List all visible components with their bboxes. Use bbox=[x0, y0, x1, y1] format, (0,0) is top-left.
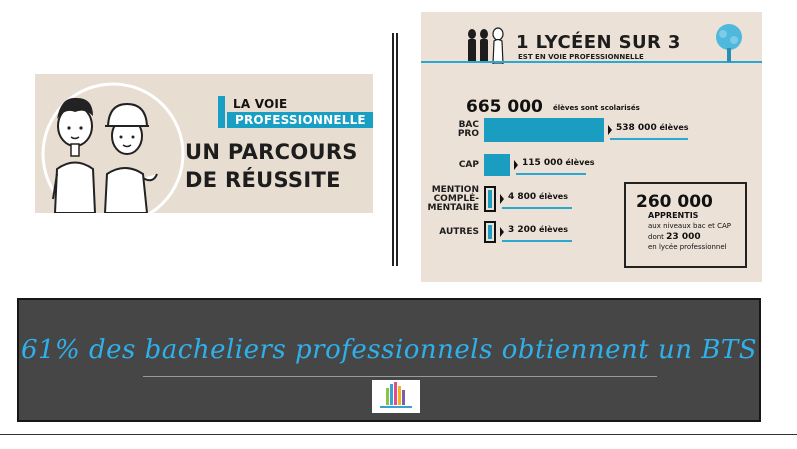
category-value-number: 3 200 bbox=[508, 225, 537, 235]
students-illustration bbox=[35, 74, 185, 213]
tree-icon bbox=[712, 22, 746, 64]
category-value-unit: élèves bbox=[656, 123, 689, 132]
category-label-line: MENTION bbox=[431, 185, 479, 195]
students-silhouette-icon bbox=[465, 26, 509, 64]
category-bar bbox=[484, 186, 496, 212]
category-value bbox=[522, 158, 595, 168]
tagline-panel bbox=[17, 298, 761, 422]
category-label-line: MENTAIRE bbox=[427, 203, 479, 213]
vertical-divider bbox=[396, 33, 398, 266]
category-value-number: 538 000 bbox=[616, 123, 657, 133]
category-label-line: PRO bbox=[457, 129, 479, 139]
school-logo bbox=[372, 380, 420, 413]
infographic-title: 1 LYCÉEN SUR 3 bbox=[516, 32, 681, 53]
apprentis-line2-prefix: dont bbox=[648, 233, 664, 241]
title-underline bbox=[421, 61, 762, 63]
total-text: élèves sont scolarisés bbox=[553, 104, 640, 112]
category-value-unit: élèves bbox=[562, 158, 595, 167]
apprentis-label: APPRENTIS bbox=[648, 211, 699, 220]
label-top: LA VOIE bbox=[233, 97, 288, 111]
category-label bbox=[428, 186, 479, 213]
pointer-arrow-icon bbox=[514, 160, 518, 170]
category-value bbox=[616, 123, 689, 133]
stats-infographic bbox=[421, 12, 762, 282]
apprentis-line1: aux niveaux bac et CAP bbox=[648, 222, 731, 230]
logo-bars-icon bbox=[372, 380, 420, 413]
category-value-number: 115 000 bbox=[522, 158, 563, 168]
category-label bbox=[458, 121, 479, 139]
total-value: 665 000 bbox=[466, 97, 543, 117]
value-underline bbox=[502, 240, 572, 242]
tagline-text: 61% des bacheliers professionnels obtiennent un BTS bbox=[20, 335, 758, 365]
apprentis-line2-value: 23 000 bbox=[666, 232, 701, 242]
category-label bbox=[439, 228, 479, 237]
voie-label-box bbox=[218, 96, 368, 128]
label-bottom: PROFESSIONNELLE bbox=[227, 112, 373, 128]
apprentis-value: 260 000 bbox=[636, 192, 713, 212]
apprentis-box bbox=[624, 182, 747, 268]
category-label-line: COMPLÉ- bbox=[433, 194, 479, 204]
category-bar bbox=[484, 154, 510, 176]
infographic-subtitle: EST EN VOIE PROFESSIONNELLE bbox=[518, 53, 644, 61]
category-bar bbox=[484, 118, 604, 142]
footer-rule bbox=[0, 434, 797, 435]
pointer-arrow-icon bbox=[500, 227, 504, 237]
value-underline bbox=[610, 138, 688, 140]
category-value-unit: élèves bbox=[536, 225, 568, 234]
value-underline bbox=[502, 207, 572, 209]
apprentis-line3: en lycée professionnel bbox=[648, 243, 727, 251]
category-value-unit: élèves bbox=[536, 192, 568, 201]
accent-bar bbox=[218, 96, 225, 128]
value-underline bbox=[516, 173, 586, 175]
category-label bbox=[459, 161, 479, 170]
apprentis-line2 bbox=[648, 232, 701, 242]
voie-pro-banner bbox=[35, 74, 373, 213]
headline-line1: UN PARCOURS bbox=[185, 140, 358, 164]
vertical-divider bbox=[392, 33, 394, 266]
category-value bbox=[508, 225, 568, 235]
category-label-line: CAP bbox=[458, 160, 479, 170]
category-value bbox=[508, 192, 568, 202]
category-value-number: 4 800 bbox=[508, 192, 537, 202]
pointer-arrow-icon bbox=[500, 194, 504, 204]
pointer-arrow-icon bbox=[608, 125, 612, 135]
headline-line2: DE RÉUSSITE bbox=[185, 168, 341, 192]
category-label-line: BAC bbox=[458, 120, 479, 130]
category-label-line: AUTRES bbox=[439, 227, 479, 237]
category-bar bbox=[484, 221, 496, 243]
tagline-underline bbox=[143, 376, 657, 377]
